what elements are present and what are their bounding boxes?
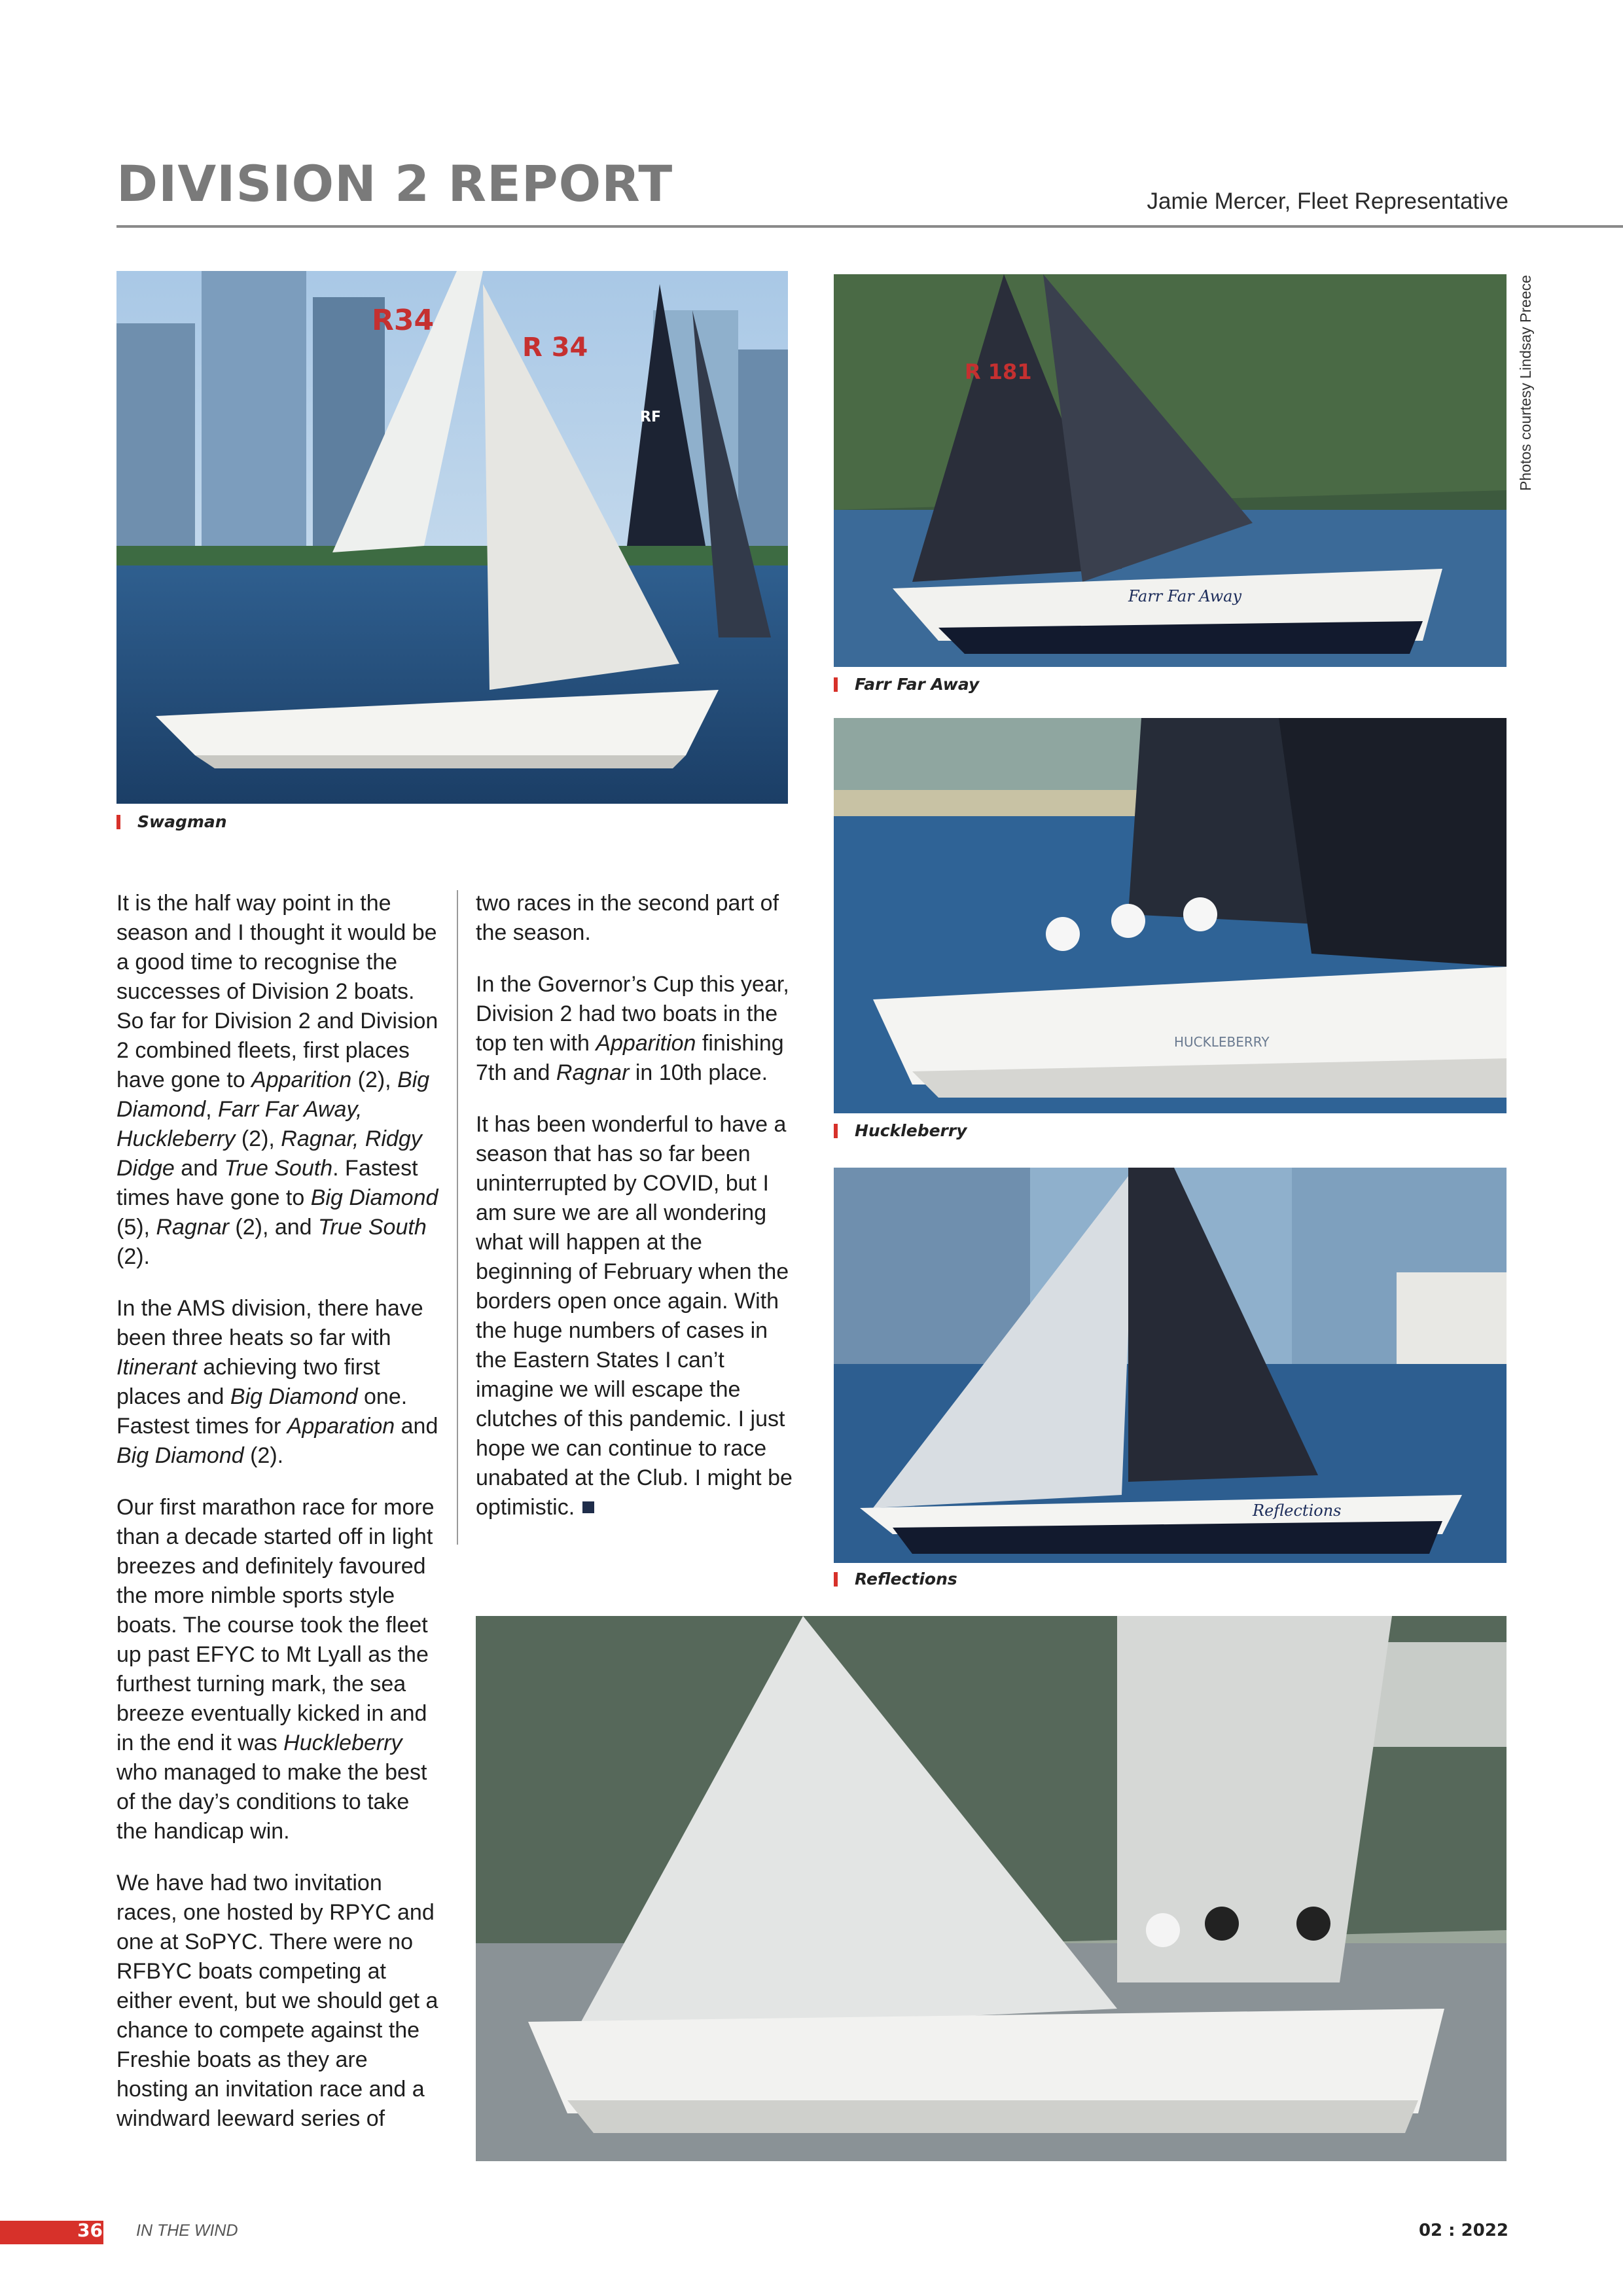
- article-paragraph: In the AMS division, there have been three heats so far with Itinerant achieving two first places and Big Diamond one. Fastest times for Apparation and Big Diamond (2).: [116, 1296, 438, 1468]
- hull-name: Reflections: [1253, 1501, 1342, 1520]
- caption-swagman: [116, 812, 227, 831]
- photo-bottom-yacht: [476, 1616, 1507, 2161]
- article-paragraph: two races in the second part of the season.: [476, 891, 779, 945]
- caption-farr-far-away-text: Farr Far Away: [855, 675, 980, 694]
- caption-marker: [116, 815, 120, 829]
- caption-reflections: [834, 1570, 957, 1588]
- hull-name: Farr Far Away: [1128, 587, 1242, 605]
- caption-marker: [834, 1124, 838, 1138]
- column-divider: [457, 890, 458, 1545]
- article-column-2: [476, 889, 796, 1545]
- hull-name: HUCKLEBERRY: [1174, 1034, 1270, 1050]
- caption-marker: [834, 677, 838, 692]
- caption-marker: [834, 1572, 838, 1587]
- caption-farr-far-away: [834, 675, 979, 694]
- end-of-article-mark: [582, 1501, 594, 1513]
- page-number: 36: [77, 2219, 103, 2241]
- issue-number: 02 : 2022: [1418, 2221, 1508, 2240]
- article-column-1: [116, 889, 441, 2156]
- caption-huckleberry: [834, 1121, 967, 1140]
- photo-credit: Photos courtesy Lindsay Preece: [1517, 275, 1534, 491]
- magazine-name: IN THE WIND: [136, 2221, 238, 2240]
- sail-number-jib: R 34: [522, 332, 588, 363]
- article-paragraph: We have had two invitation races, one hosted by RPYC and one at SoPYC. There were no RFBYC boats competing at either event, but we should get a chance to compete against the Freshie boats as they are hosting an invitation race and a windward leeward series of: [116, 1871, 438, 2131]
- page-title: DIVISION 2 REPORT: [116, 154, 673, 213]
- photo-farr-far-away: [834, 274, 1507, 667]
- photo-reflections: [834, 1168, 1507, 1563]
- article-paragraph: In the Governor’s Cup this year, Division 2 had two boats in the top ten with Apparition finishing 7th and Ragnar in 10th place.: [476, 972, 789, 1085]
- caption-swagman-text: Swagman: [137, 812, 227, 831]
- sail-number-main: R34: [372, 304, 435, 337]
- caption-reflections-text: Reflections: [855, 1570, 957, 1588]
- sail-number: R 181: [965, 359, 1032, 384]
- article-paragraph: [476, 1110, 796, 1522]
- caption-huckleberry-text: Huckleberry: [855, 1121, 967, 1140]
- sail-mark: RF: [640, 409, 661, 425]
- article-paragraph: Our first marathon race for more than a decade started off in light breezes and definitely favoured the more nimble sports style boats. The course took the fleet up past EFYC to Mt Lyall as the furthest turning mark, the sea breeze eventually kicked in and in the end it was Huckleberry who managed to make the best of the day’s conditions to take the handicap win.: [116, 1495, 435, 1844]
- article-paragraph: It is the half way point in the season and I thought it would be a good time to recognise the successes of Division 2 boats. So far for Division 2 and Division 2 combined fleets, first places have gone to Apparition (2), Big Diamond, Farr Far Away, Huckleberry (2), Ragnar, Ridgy Didge and True South. Fastest times have gone to Big Diamond (5), Ragnar (2), and True South (2).: [116, 891, 438, 1269]
- header-rule: [116, 225, 1623, 228]
- photo-huckleberry: [834, 718, 1507, 1113]
- article-paragraph-text: It has been wonderful to have a season that has so far been uninterrupted by COVID, but I am sure we are all wondering what will happen at the beginning of February when the borders open once again. With the huge numbers of cases in the Eastern States I can’t imagine we will escape the clutches of this pandemic. I just hope we can continue to race unabated at the Club. I might be optimistic.: [476, 1112, 793, 1520]
- photo-swagman: [116, 271, 788, 804]
- author-byline: Jamie Mercer, Fleet Representative: [1147, 188, 1508, 214]
